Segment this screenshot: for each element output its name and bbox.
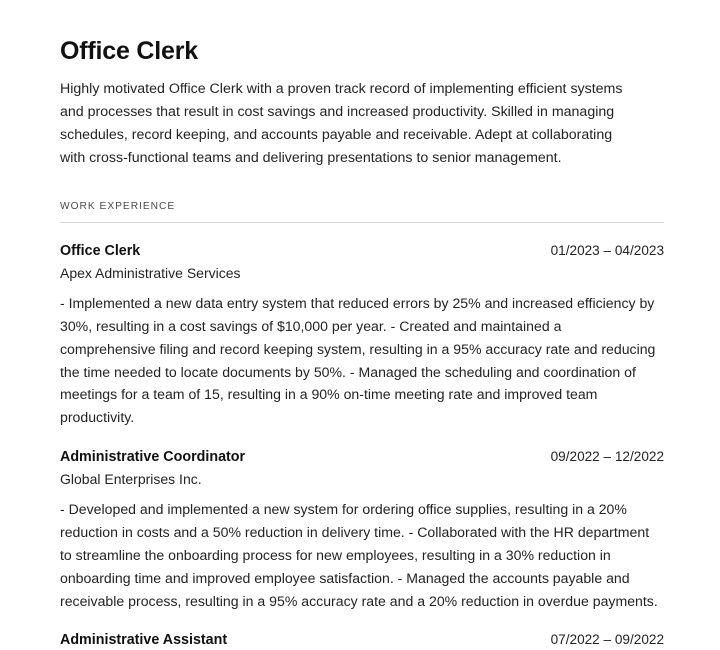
experience-job-dates: 07/2022 – 09/2022 <box>550 632 664 648</box>
experience-job-title: Administrative Coordinator <box>60 449 246 466</box>
experience-job-title: Administrative Assistant <box>60 632 228 649</box>
experience-job-dates: 09/2022 – 12/2022 <box>550 449 664 465</box>
experience-entry-header <box>60 631 664 650</box>
experience-entry <box>60 631 664 650</box>
section-divider <box>60 222 664 223</box>
experience-entry <box>60 448 664 612</box>
experience-entry-header <box>60 242 664 261</box>
experience-company: Apex Administrative Services <box>60 264 241 281</box>
section-heading-work-experience: WORK EXPERIENCE <box>60 201 176 212</box>
experience-company: Global Enterprises Inc. <box>60 470 202 487</box>
experience-entry-header <box>60 448 664 467</box>
experience-description: - Developed and implemented a new system for ordering office supplies, resulting in a 20% reduction in costs and a 50% reduction in delivery time. - Collaborated with the HR department to streamline the onboarding process for new employees, resulting in a 30% reduction in onboarding time and improved employee satisfaction. - Managed the accounts payable and receivable process, resulting in a 95% accuracy rate and a 20% reduction in overdue payments. <box>60 501 658 609</box>
page-title: Office Clerk <box>60 37 198 65</box>
professional-summary: Highly motivated Office Clerk with a proven track record of implementing efficient systems and processes that result in cost savings and increased productivity. Skilled in managing schedules, record keeping, and accounts payable and receivable. Adept at collaborating with cross-functional teams and delivering presentations to senior management. <box>60 81 623 166</box>
experience-entry <box>60 242 664 429</box>
experience-description: - Implemented a new data entry system that reduced errors by 25% and increased efficiency by 30%, resulting in a cost savings of $10,000 per year. - Created and maintained a comprehensive filing and record keeping system, resulting in a 95% accuracy rate and reducing the time needed to locate documents by 50%. - Managed the scheduling and coordination of meetings for a team of 15, resulting in a 90% on-time meeting rate and improved team productivity. <box>60 295 656 426</box>
experience-job-title: Office Clerk <box>60 243 141 259</box>
experience-job-dates: 01/2023 – 04/2023 <box>550 243 664 258</box>
